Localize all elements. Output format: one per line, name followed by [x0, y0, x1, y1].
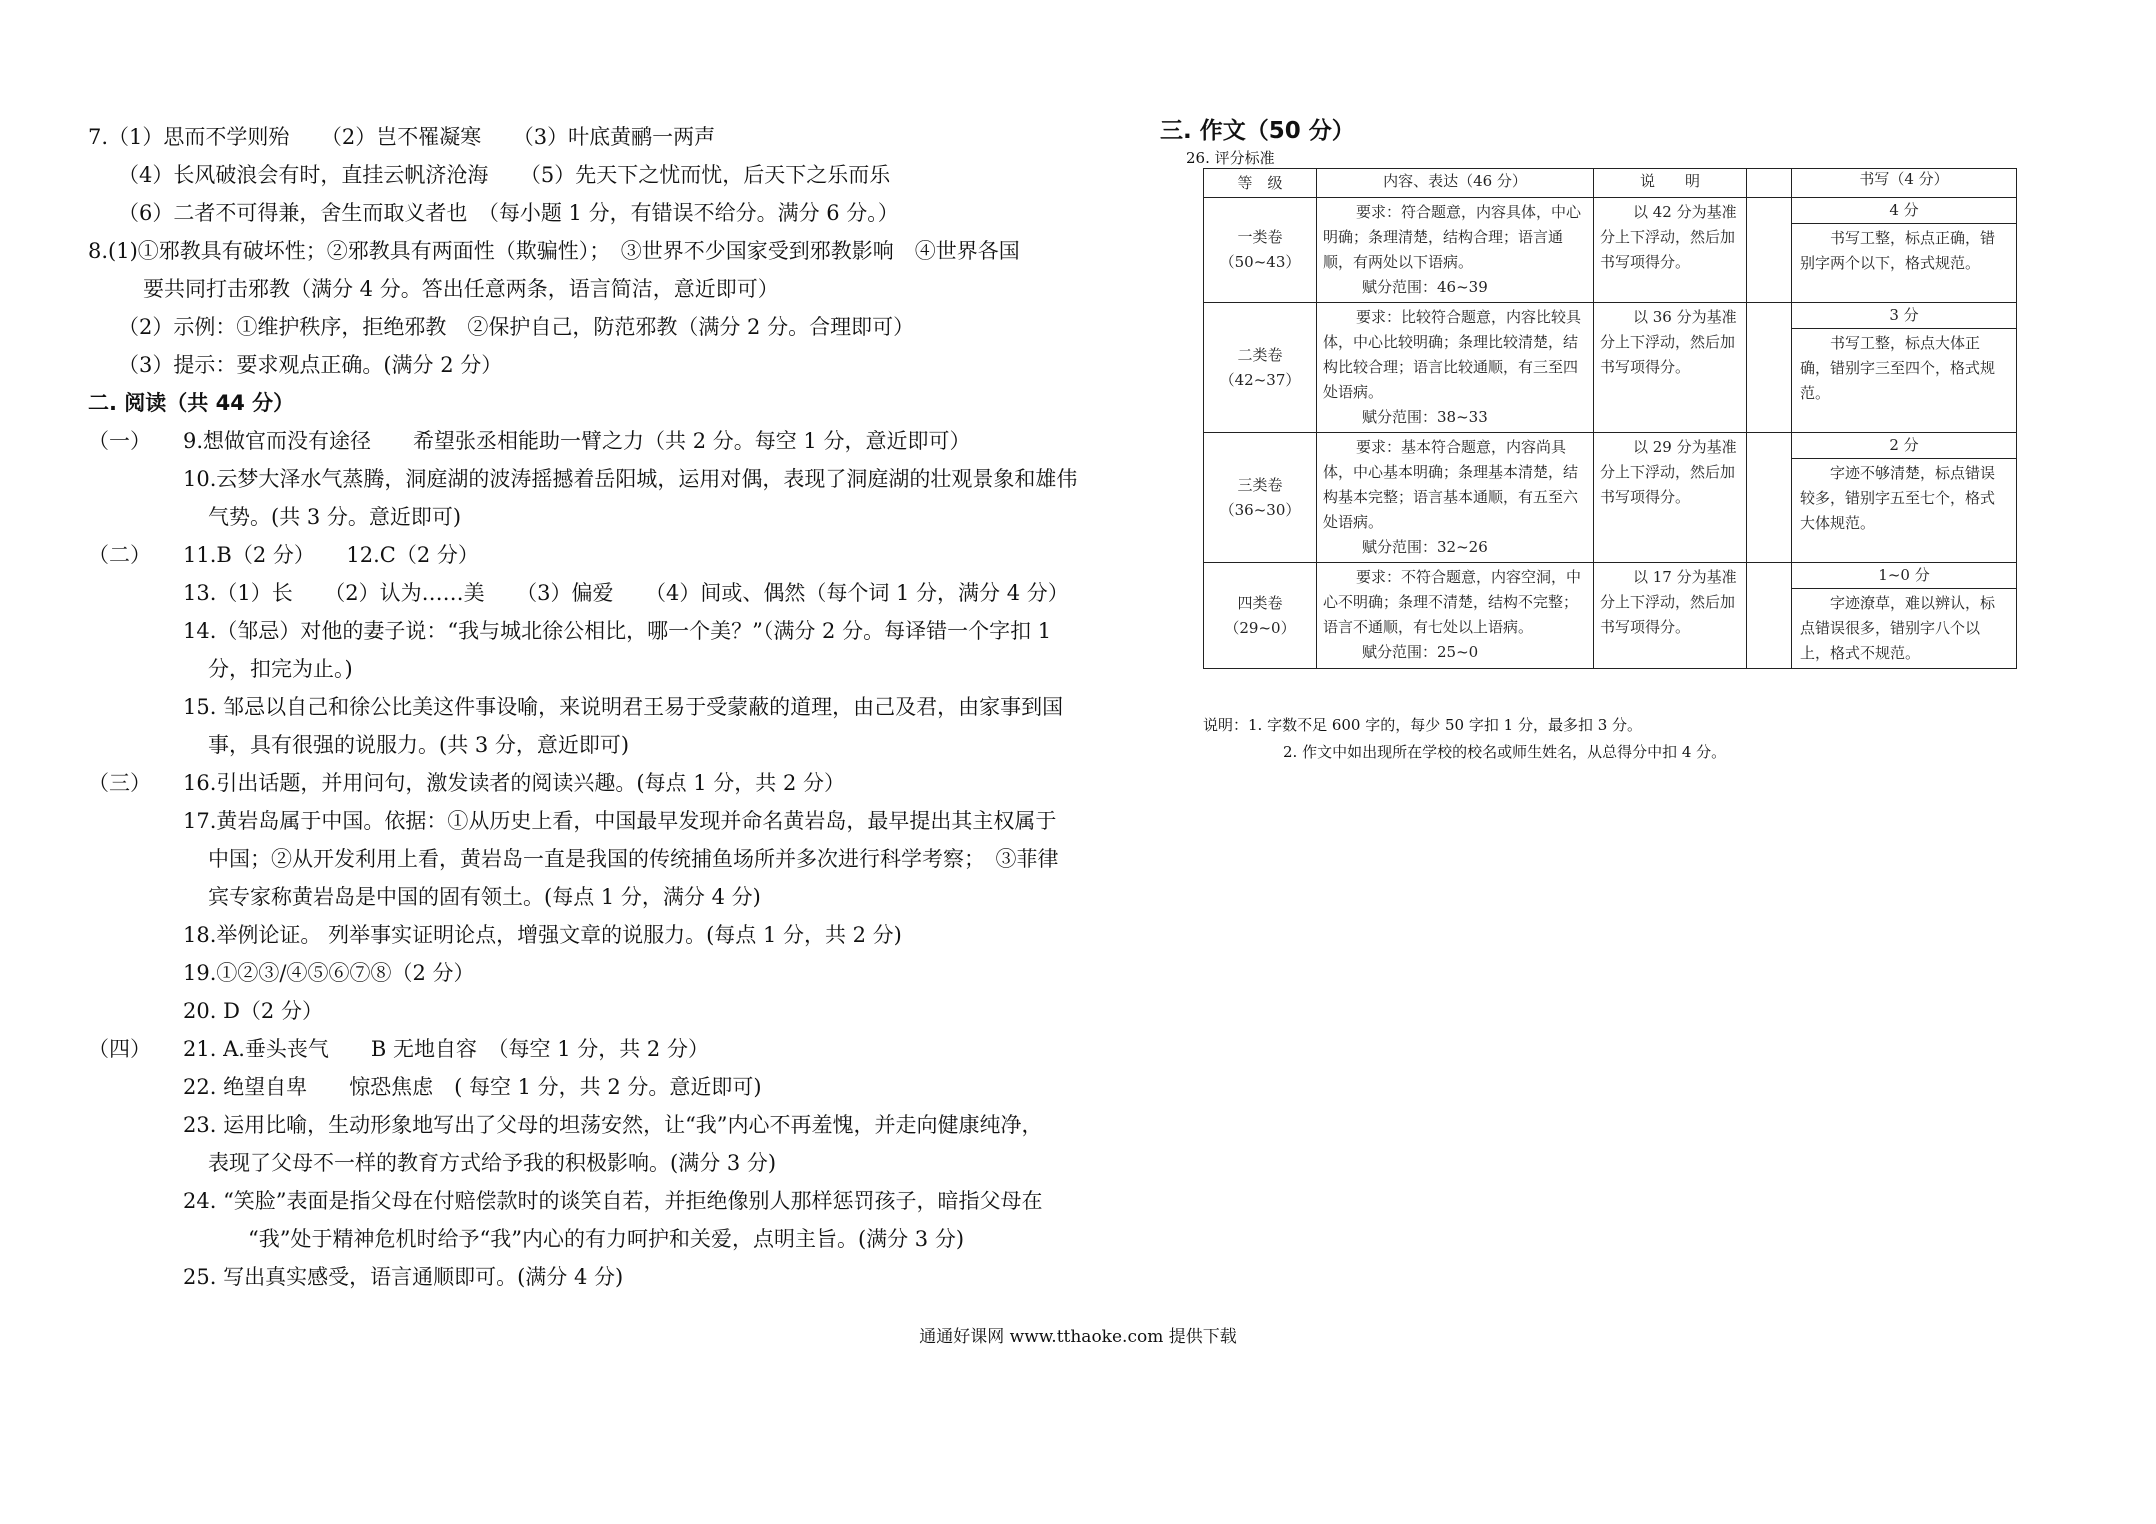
section-label: （四）: [88, 1037, 151, 1061]
content-cell: [1317, 563, 1594, 669]
grade-range: （36~30）: [1219, 500, 1301, 519]
content-requirement: 要求：基本符合题意，内容尚具体，中心基本明确；条理基本清楚，结构基本完整；语言基本通顺，有五至六处语病。: [1323, 438, 1579, 531]
grade-row: [1204, 433, 2017, 563]
grade-row: [1204, 303, 2017, 433]
left-answer-column: [88, 118, 1088, 1296]
writing-score: 2 分: [1792, 433, 2016, 459]
section-label: （三）: [88, 771, 151, 795]
answer-line: [88, 1106, 1088, 1144]
answer-text: 分，扣完为止。): [208, 657, 353, 681]
answer-text: 8.(1)①邪教具有破坏性；②邪教具有两面性（欺骗性）； ③世界不少国家受到邪教影响 ④世界各国: [88, 239, 1020, 263]
answer-line: [88, 802, 1088, 840]
answer-line: [88, 460, 1088, 498]
answer-text: 15. 邹忌以自己和徐公比美这件事设喻，来说明君王易于受蒙蔽的道理，由己及君，由家事到国: [183, 695, 1064, 719]
grade-cell: [1204, 563, 1317, 669]
grade-range: （29~0）: [1224, 618, 1296, 637]
answer-line: [88, 346, 1088, 384]
answer-text: 宾专家称黄岩岛是中国的固有领土。(每点 1 分，满分 4 分): [208, 885, 761, 909]
grade-range: （50~43）: [1219, 253, 1301, 271]
scoring-table-header: [1204, 169, 2017, 198]
writing-desc: 字迹不够清楚，标点错误较多，错别字五至七个，格式大体规范。: [1800, 464, 1996, 532]
answer-line: [88, 612, 1088, 650]
answer-text: 13.（1）长 （2）认为……美 （3）偏爱 （4）间或、偶然（每个词 1 分，满分 4 分）: [183, 581, 1069, 605]
explain-text: 以 42 分为基准分上下浮动，然后加书写项得分。: [1600, 203, 1737, 271]
gap-cell: [1747, 198, 1792, 303]
answer-text: 20. D（2 分）: [183, 999, 323, 1023]
writing-score: 3 分: [1792, 303, 2016, 329]
answer-text: 17.黄岩岛属于中国。依据：①从历史上看，中国最早发现并命名黄岩岛，最早提出其主权属于: [183, 809, 1057, 833]
scoring-standard-title: 26. 评分标准: [1186, 149, 1275, 167]
grade-cell: [1204, 198, 1317, 303]
answer-line: [88, 118, 1088, 156]
content-cell: [1317, 198, 1594, 303]
answer-text: 要共同打击邪教（满分 4 分。答出任意两条，语言简洁，意近即可）: [143, 277, 779, 301]
answer-text: 21. A.垂头丧气 B 无地自容 （每空 1 分，共 2 分）: [183, 1037, 709, 1061]
explain-cell: [1594, 303, 1747, 433]
answer-text: 二. 阅读（共 44 分）: [88, 391, 295, 415]
answer-line: [88, 574, 1088, 612]
answer-text: （6）二者不可得兼，舍生而取义者也 （每小题 1 分，有错误不给分。满分 6 分。）: [118, 201, 899, 225]
answer-text: 23. 运用比喻，生动形象地写出了父母的坦荡安然，让“我”内心不再羞愧，并走向健康纯净，: [183, 1113, 1043, 1137]
writing-desc: 书写工整，标点正确，错别字两个以下，格式规范。: [1800, 229, 1996, 272]
explain-cell: [1594, 433, 1747, 563]
grade-name: 一类卷: [1237, 228, 1283, 246]
answer-text: 14.（邹忌）对他的妻子说：“我与城北徐公相比，哪一个美？”（满分 2 分。每译错一个字扣 1: [183, 619, 1052, 643]
answer-line: [88, 726, 1088, 764]
answer-text: 气势。(共 3 分。意近即可): [208, 505, 462, 529]
header-grade: 等 级: [1204, 169, 1317, 198]
answer-text: （3）提示：要求观点正确。(满分 2 分）: [118, 353, 503, 377]
answer-text: （2）示例：①维护秩序，拒绝邪教 ②保护自己，防范邪教（满分 2 分。合理即可）: [118, 315, 915, 339]
content-requirement: 要求：符合题意，内容具体，中心明确；条理清楚，结构合理；语言通顺，有两处以下语病。: [1323, 203, 1582, 271]
writing-cell: [1792, 198, 2017, 303]
answer-line: [88, 1220, 1088, 1258]
writing-cell: [1792, 433, 2017, 563]
answer-text: 19.①②③/④⑤⑥⑦⑧（2 分）: [183, 961, 475, 985]
answer-line: [88, 156, 1088, 194]
answer-text: （4）长风破浪会有时，直挂云帆济沧海 （5）先天下之忧而忧，后天下之乐而乐: [118, 163, 891, 187]
answer-text: 22. 绝望自卑 惊恐焦虑 ( 每空 1 分，共 2 分。意近即可): [183, 1075, 762, 1099]
answer-text: 24. “笑脸”表面是指父母在付赔偿款时的谈笑自若，并拒绝像别人那样惩罚孩子，暗指父母在: [183, 1189, 1043, 1213]
answer-line: [88, 498, 1088, 536]
score-range: 赋分范围：46~39: [1362, 278, 1488, 296]
grade-range: （42~37）: [1219, 370, 1301, 389]
header-writing: 书写（4 分）: [1792, 169, 2017, 198]
answer-text: 7.（1）思而不学则殆 （2）岂不罹凝寒 （3）叶底黄鹂一两声: [88, 125, 716, 149]
writing-desc: 字迹潦草，难以辨认，标点错误很多，错别字八个以上，格式不规范。: [1800, 594, 1996, 662]
header-gap: [1747, 169, 1792, 198]
answer-line: [88, 878, 1088, 916]
answer-text: 16.引出话题，并用问句，激发读者的阅读兴趣。(每点 1 分，共 2 分）: [183, 771, 846, 795]
answer-text: “我”处于精神危机时给予“我”内心的有力呵护和关爱，点明主旨。(满分 3 分): [248, 1227, 965, 1251]
answer-line: [88, 194, 1088, 232]
score-range: 赋分范围：32~26: [1362, 538, 1488, 556]
gap-cell: [1747, 303, 1792, 433]
grade-cell: [1204, 433, 1317, 563]
composition-heading: 三. 作文（50 分）: [1160, 118, 1355, 144]
answer-line: [88, 1144, 1088, 1182]
answer-line: [88, 1068, 1088, 1106]
header-content: 内容、表达（46 分）: [1317, 169, 1594, 198]
content-cell: [1317, 433, 1594, 563]
header-explain: 说 明: [1594, 169, 1747, 198]
answer-line: [88, 308, 1088, 346]
gap-cell: [1747, 563, 1792, 669]
explain-text: 以 17 分为基准分上下浮动，然后加书写项得分。: [1600, 568, 1737, 636]
grade-row: [1204, 198, 2017, 303]
grade-cell: [1204, 303, 1317, 433]
scoring-notes: [1203, 712, 1726, 766]
content-cell: [1317, 303, 1594, 433]
writing-cell: [1792, 563, 2017, 669]
answer-text: 9.想做官而没有途径 希望张丞相能助一臂之力（共 2 分。每空 1 分，意近即可）: [183, 429, 971, 453]
answer-text: 18.举例论证。 列举事实证明论点，增强文章的说服力。(每点 1 分，共 2 分): [183, 923, 902, 947]
answer-text: 中国；②从开发利用上看，黄岩岛一直是我国的传统捕鱼场所并多次进行科学考察； ③菲律: [208, 847, 1059, 871]
writing-score: 4 分: [1792, 198, 2016, 224]
explain-cell: [1594, 198, 1747, 303]
score-range: 赋分范围：38~33: [1362, 408, 1488, 426]
answer-line: [88, 1258, 1088, 1296]
note-1: 说明：1. 字数不足 600 字的，每少 50 字扣 1 分，最多扣 3 分。: [1203, 716, 1643, 734]
answer-line: [88, 422, 1088, 460]
answer-line: [88, 270, 1088, 308]
section-label: （一）: [88, 429, 151, 453]
explain-text: 以 36 分为基准分上下浮动，然后加书写项得分。: [1600, 308, 1737, 376]
explain-text: 以 29 分为基准分上下浮动，然后加书写项得分。: [1600, 438, 1737, 506]
scoring-table-body: [1204, 198, 2017, 669]
answer-line: [88, 688, 1088, 726]
content-requirement: 要求：不符合题意，内容空洞，中心不明确；条理不清楚，结构不完整；语言不通顺，有七处以上语病。: [1323, 568, 1582, 636]
answer-line: [88, 954, 1088, 992]
answer-line: [88, 536, 1088, 574]
answer-text: 表现了父母不一样的教育方式给予我的积极影响。(满分 3 分): [208, 1151, 777, 1175]
footer-source: 通通好课网 www.tthaoke.com 提供下载: [919, 1327, 1237, 1347]
content-requirement: 要求：比较符合题意，内容比较具体，中心比较明确；条理比较清楚，结构比较合理；语言比较通顺，有三至四处语病。: [1323, 308, 1582, 401]
answer-line: [88, 1182, 1088, 1220]
explain-cell: [1594, 563, 1747, 669]
writing-score: 1~0 分: [1792, 563, 2016, 589]
answer-line: [88, 916, 1088, 954]
answer-text: 事，具有很强的说服力。(共 3 分，意近即可): [208, 733, 630, 757]
grade-name: 二类卷: [1237, 345, 1283, 364]
answer-line: [88, 764, 1088, 802]
answer-line: [88, 232, 1088, 270]
scoring-table: [1203, 168, 2017, 669]
section-label: （二）: [88, 543, 151, 567]
answer-line: [88, 1030, 1088, 1068]
writing-desc: 书写工整，标点大体正确，错别字三至四个，格式规范。: [1800, 334, 1996, 402]
answer-line: [88, 992, 1088, 1030]
answer-text: 11.B（2 分） 12.C（2 分）: [183, 543, 479, 567]
answer-line: [88, 650, 1088, 688]
answer-line: [88, 840, 1088, 878]
answer-text: 10.云梦大泽水气蒸腾，洞庭湖的波涛摇撼着岳阳城，运用对偶，表现了洞庭湖的壮观景象和雄伟: [183, 467, 1078, 491]
grade-name: 三类卷: [1237, 475, 1283, 494]
answer-text: 25. 写出真实感受，语言通顺即可。(满分 4 分): [183, 1265, 624, 1289]
writing-cell: [1792, 303, 2017, 433]
score-range: 赋分范围：25~0: [1362, 643, 1479, 661]
note-2: 2. 作文中如出现所在学校的校名或师生姓名，从总得分中扣 4 分。: [1283, 743, 1727, 761]
grade-name: 四类卷: [1237, 593, 1283, 612]
gap-cell: [1747, 433, 1792, 563]
grade-row: [1204, 563, 2017, 669]
section-heading: [88, 384, 1088, 422]
